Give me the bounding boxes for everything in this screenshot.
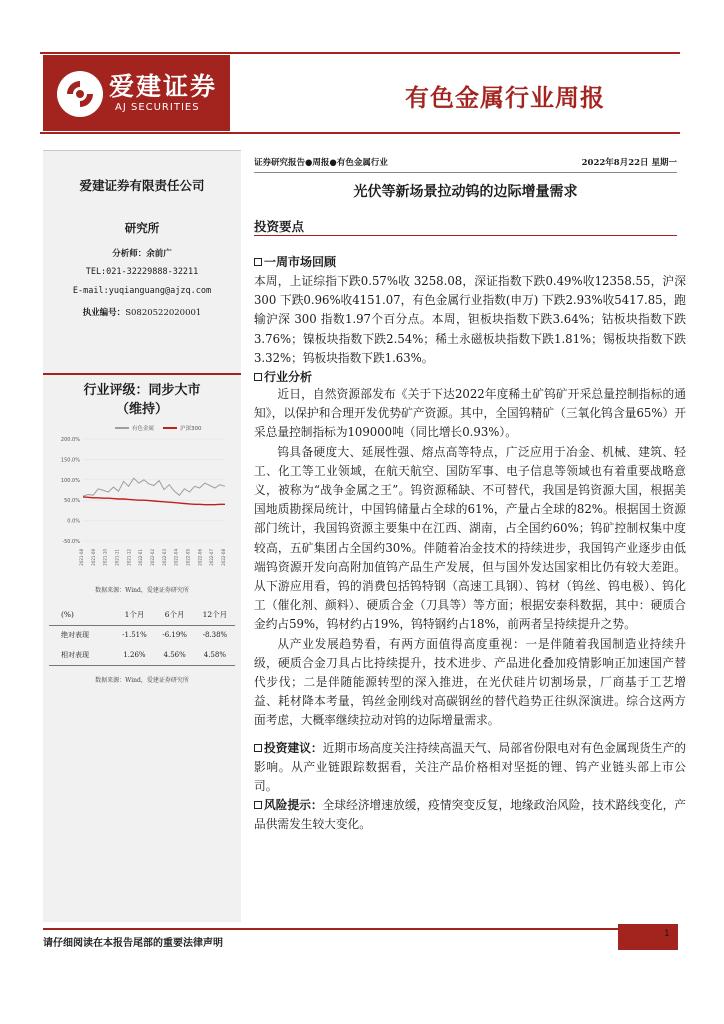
paragraph: 本周，上证综指下跌0.57%收 3258.08，深证指数下跌0.49%收12358.55，沪深 300 下跌0.96%收4151.07，有色金属行业指数(申万) 下跌2.93%收5417.85，跑输沪深 300 指数1.97个百分点。本周，钽板块指数下跌3.64%；钴板块指数下跌3.76%；镍板块指数下跌2.54%；稀土永磁板块指数下跌1.81%；锡板块指数下跌3.32%；钨板块指数下跌1.63%。 <box>254 274 686 365</box>
chart-x-tick-label: 2022-01 <box>138 549 144 566</box>
page-number: 1 <box>664 929 670 939</box>
table-header-cell: 12个月 <box>195 605 235 625</box>
chart-y-tick-label: 0.0% <box>67 518 80 525</box>
section-title: 一周市场回顾 <box>264 255 337 269</box>
table-cell: 绝对表现 <box>61 631 89 640</box>
logo-emblem-icon <box>57 71 103 117</box>
sidebar <box>43 150 241 922</box>
table-header-cell: (%) <box>49 605 114 625</box>
chart-x-tick-label: 2022-02 <box>150 549 155 566</box>
report-date: 2022年8月22日 星期一 <box>581 158 677 168</box>
chart-series-line <box>83 497 225 505</box>
section-heading-industry <box>254 368 312 385</box>
rating-line-1: 行业评级：同步大市 <box>83 383 201 398</box>
table-cell: -6.19% <box>162 631 187 640</box>
table-cell: -1.51% <box>122 631 147 640</box>
logo-text-en: AJ SECURITIES <box>115 102 200 113</box>
invest-highlights-heading: 投资要点 <box>254 219 305 234</box>
section-title: 行业分析 <box>264 370 313 384</box>
checkbox-icon <box>254 744 262 752</box>
chart-x-tick-label: 2021-09 <box>90 549 96 566</box>
sidebar-tel: TEL:021-32229888-32211 <box>85 267 199 277</box>
section-body-industry <box>254 385 686 731</box>
chart-x-tick-label: 2021-08 <box>79 549 84 566</box>
chart-y-tick-label: 200.0% <box>60 437 80 443</box>
rating-line-2: （维持） <box>115 402 168 417</box>
logo-text-cn: 爱建证券 <box>109 72 218 101</box>
chart-x-tick-label: 2021-11 <box>114 549 120 566</box>
license-label: 执业编号： <box>82 308 126 318</box>
section-risk <box>254 796 686 834</box>
sidebar-divider <box>43 373 241 375</box>
invest-divider <box>254 235 677 236</box>
table-source: 数据来源：Wind，爱建证券研究所 <box>95 677 189 684</box>
checkbox-icon <box>254 373 262 381</box>
checkbox-icon <box>254 258 262 266</box>
chart-source: 数据来源：Wind，爱建证券研究所 <box>95 587 189 594</box>
sidebar-email[interactable]: E-mail:yuqianguang@ajzq.com <box>72 286 212 296</box>
chart-x-tick-label: 2022-04 <box>173 549 179 566</box>
section-investment-advice <box>254 739 686 797</box>
table-cell: 相对表现 <box>49 645 114 665</box>
paragraph: 从产业发展趋势看，有两方面值得高度重视：一是伴随着我国制造业持续升级，硬质合金刀具占比持续提升，技术进步、产品进化叠加疫情影响正加速国产替代步伐；二是伴随能源转型的深入推进，在光伏硅片切割场景，厂商基于工艺增益、耗材降本考量，钨丝金刚线对高碳钢丝的替代趋势正往纵深演进。综合这两方面考虑，大概率继续拉动对钨的边际增量需求。 <box>254 636 686 728</box>
sidebar-license <box>43 306 241 318</box>
table-row <box>49 625 235 645</box>
meta-divider <box>254 172 677 173</box>
paragraph: 钨具备硬度大、延展性强、熔点高等特点，广泛应用于冶金、机械、建筑、轻工、化工等工业领域，在航天航空、国防军事、电子信息等领域也有着重要战略意义，被称为“战争金属之王”。钨资源稀缺、不可替代，我国是钨资源大国，根据美国地质勘探局统计，中国钨储量占全球的61%，产量占全球的82%。根据国土资源部门统计，我国钨资源主要集中在江西、湖南，占全国约60%；钨矿控制权集中度较高，五矿集团占全国约30%。伴随着冶金技术的持续进步，我国钨产业逐步由低端钨资源开发向高附加值钨产品生产发展，但与国外发达国家相比仍有较大差距。从下游应用看，钨的消费包括钨特钢（高速工具钢）、钨材（钨丝、钨电极）、钨化工（催化剂、颜料）、硬质合金（刀具等）等方面；根据安泰科数据，其中：硬质合金约占59%，钨材约占19%，钨特钢约占18%，前两者呈持续提升之势。 <box>254 444 686 632</box>
sidebar-analyst: 分析师：余前广 <box>112 249 172 259</box>
table-cell: 1.26% <box>114 645 154 665</box>
paragraph: 投资建议：近期市场高度关注持续高温天气、局部省份限电对有色金属现货生产的影响。从产业链跟踪数据看，关注产品价格相对坚挺的锂、钨产业链头部上市公司。 <box>254 741 686 794</box>
section-text: 近期市场高度关注持续高温天气、局部省份限电对有色金属现货生产的影响。从产业链跟踪数据看，关注产品价格相对坚挺的锂、钨产业链头部上市公司。 <box>254 741 686 794</box>
sidebar-company: 爱建证券有限责任公司 <box>79 178 205 193</box>
performance-chart <box>53 421 235 571</box>
sidebar-rating <box>43 381 241 419</box>
chart-x-tick-label: 2021-12 <box>126 549 132 566</box>
section-heading-market <box>254 253 336 270</box>
chart-x-tick-label: 2022-07 <box>209 549 215 566</box>
table-cell: -8.38% <box>202 631 228 640</box>
table-cell: 4.56% <box>155 645 195 665</box>
chart-x-tick-label: 2022-05 <box>185 549 191 566</box>
sidebar-department: 研究所 <box>124 221 160 235</box>
chart-legend-label: 沪深300 <box>180 426 202 432</box>
checkbox-icon <box>254 801 262 809</box>
paragraph: 风险提示：全球经济增速放缓，疫情突变反复，地缘政治风险，技术路线变化，产品供需发生较大变化。 <box>254 798 686 832</box>
performance-table <box>49 605 235 666</box>
license-value: S0820522020001 <box>125 308 202 318</box>
chart-x-tick-label: 2022-03 <box>161 549 167 566</box>
company-logo <box>43 55 230 131</box>
article-title: 光伏等新场景拉动钨的边际增量需求 <box>353 184 578 200</box>
chart-series-line <box>83 478 225 496</box>
table-header-cell: 6个月 <box>155 605 195 625</box>
section-text: 全球经济增速放缓，疫情突变反复，地缘政治风险，技术路线变化，产品供需发生较大变化。 <box>254 798 686 832</box>
legal-disclaimer[interactable]: 请仔细阅读在本报告尾部的重要法律声明 <box>43 938 223 949</box>
chart-y-tick-label: -50.0% <box>62 539 80 545</box>
section-body-market <box>254 272 686 368</box>
footer-divider <box>43 928 618 930</box>
table-cell: 4.58% <box>195 645 235 665</box>
table-header-cell: 1个月 <box>114 605 154 625</box>
section-title: 风险提示 <box>264 798 311 812</box>
table-header-row <box>49 605 235 625</box>
paragraph: 近日，自然资源部发布《关于下达2022年度稀土矿钨矿开采总量控制指标的通知》，以保护和合理开发优势矿产资源。其中，全国钨精矿（三氧化钨含量65%）开采总量控制指标为109000吨（同比增长0.93%）。 <box>254 387 686 440</box>
chart-y-tick-label: 100.0% <box>60 477 80 484</box>
report-title: 有色金属行业周报 <box>405 83 605 112</box>
chart-y-tick-label: 50.0% <box>64 498 80 505</box>
chart-x-tick-label: 2021-10 <box>102 549 108 566</box>
chart-legend-label: 有色金属 <box>132 426 155 432</box>
table-row <box>49 645 235 665</box>
chart-x-tick-label: 2022-06 <box>197 549 203 566</box>
chart-x-tick-label: 2022-08 <box>221 549 226 566</box>
report-meta: 证券研究报告●周报●有色金属行业 <box>254 158 388 168</box>
chart-y-tick-label: 150.0% <box>60 457 80 464</box>
section-title: 投资建议 <box>264 741 311 755</box>
